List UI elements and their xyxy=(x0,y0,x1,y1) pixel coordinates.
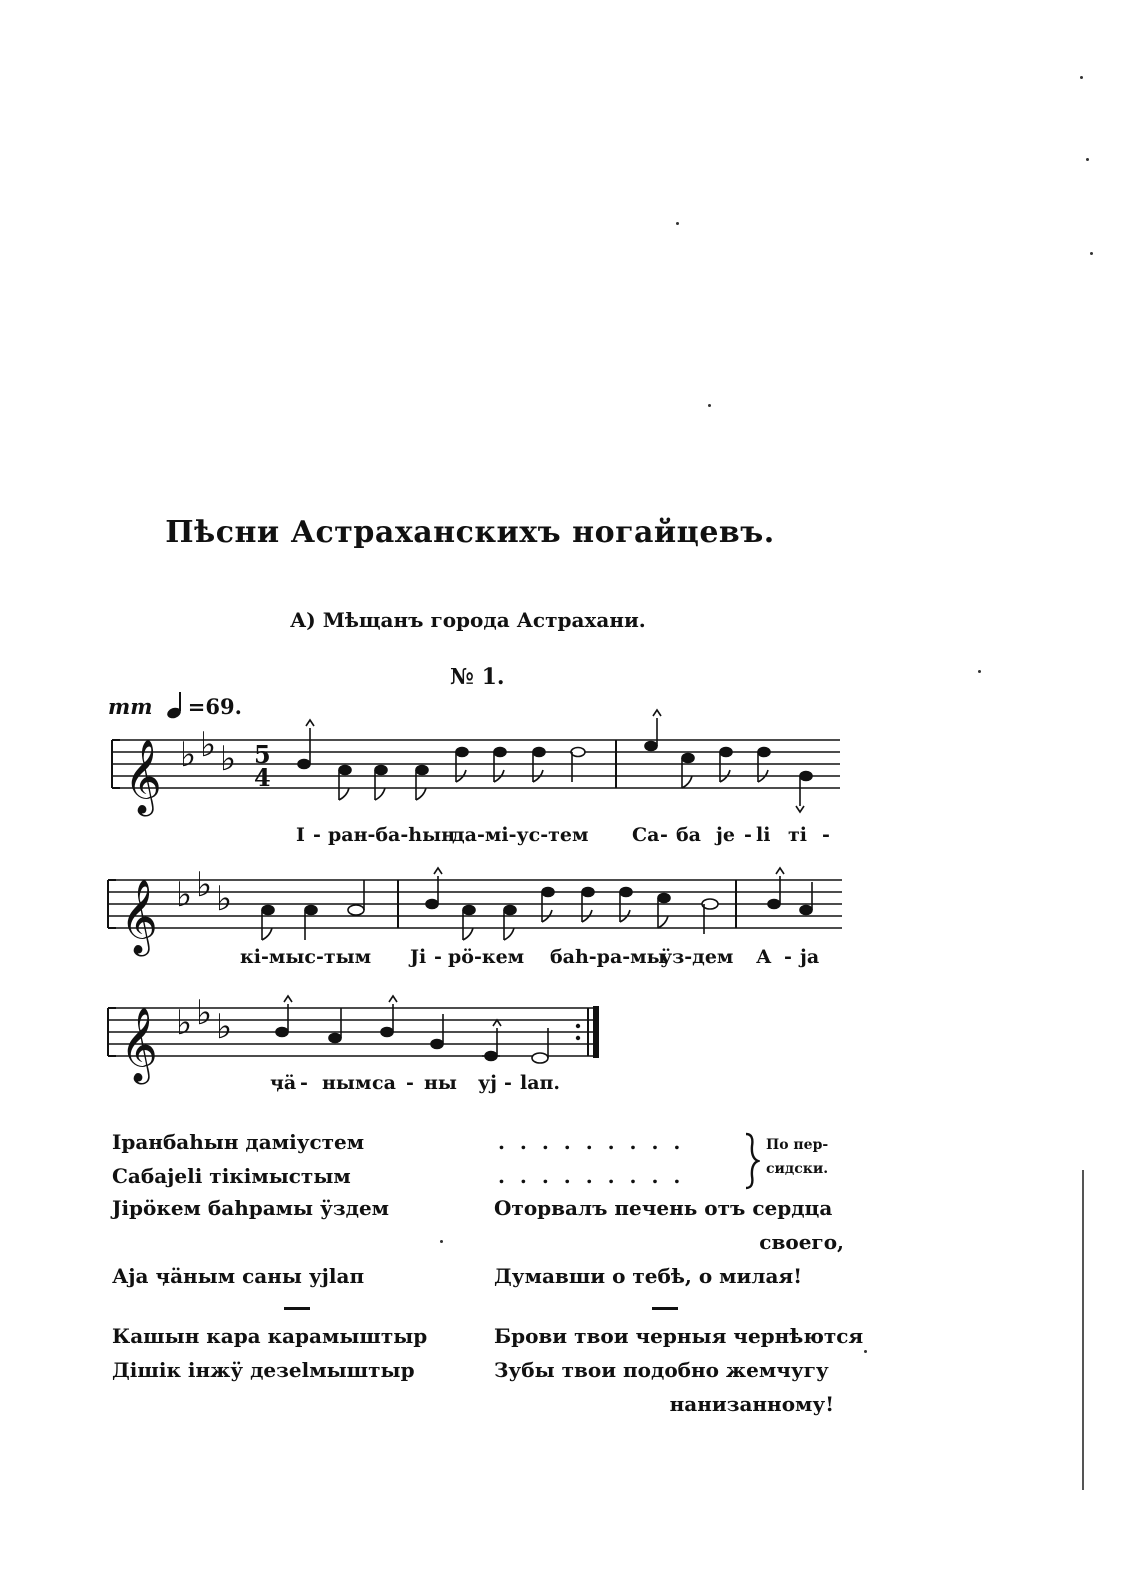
scan-speck xyxy=(440,1240,443,1243)
scan-speck xyxy=(1080,76,1083,79)
verse-left-line: Іранбаһын даміустем xyxy=(112,1130,365,1154)
verse-omitted-dots: . . . . . . . . . xyxy=(498,1130,685,1154)
svg-text:♭: ♭ xyxy=(176,875,193,915)
svg-text:♭: ♭ xyxy=(200,725,217,765)
svg-text:♭: ♭ xyxy=(196,993,213,1033)
verse-right-line: Думавши о тебѣ, о милая! xyxy=(494,1264,802,1288)
svg-text:♭: ♭ xyxy=(220,739,237,779)
verse-left-line: Сабаjelі тікімыстым xyxy=(112,1164,351,1188)
notes-staff-3 xyxy=(276,996,548,1063)
scan-edge-line xyxy=(1082,1170,1084,1490)
tempo-value: =69. xyxy=(187,694,242,719)
verse-right-line: Брови твои черныя чернѣются xyxy=(494,1324,864,1348)
verse-right-line: Зубы твои подобно жемчугу xyxy=(494,1358,829,1382)
time-signature xyxy=(254,740,271,792)
verse-right-line: нанизанному! xyxy=(669,1392,834,1416)
scan-speck xyxy=(864,1350,867,1353)
svg-text:♭: ♭ xyxy=(216,879,233,919)
verse-right-line: своего, xyxy=(759,1230,844,1254)
svg-text:♭: ♭ xyxy=(216,1007,233,1047)
verse-left-line: Jірӧкем баһрамы ӱздем xyxy=(112,1196,390,1220)
svg-text:♭: ♭ xyxy=(180,735,197,775)
scan-speck xyxy=(676,222,679,225)
tempo-marking xyxy=(108,690,242,720)
music-staff-2 xyxy=(0,860,860,960)
quarter-note-icon xyxy=(166,690,188,720)
svg-text:♭: ♭ xyxy=(196,865,213,905)
language-note: По пер- сидски. xyxy=(766,1137,829,1177)
section-subtitle: А) Мѣщанъ города Астрахани. xyxy=(290,608,646,632)
brace-icon xyxy=(744,1132,760,1190)
verse-right-line: Оторвалъ печень отъ сердца xyxy=(494,1196,833,1220)
key-signature-flats xyxy=(180,725,236,779)
music-staff-1 xyxy=(0,720,860,820)
scan-speck xyxy=(708,404,711,407)
scan-speck xyxy=(1086,158,1089,161)
key-signature-flats xyxy=(176,865,232,919)
song-number: № 1. xyxy=(450,664,505,690)
svg-text:5: 5 xyxy=(254,740,271,769)
scan-speck xyxy=(978,670,981,673)
scan-speck xyxy=(1090,252,1093,255)
svg-text:4: 4 xyxy=(254,763,271,792)
treble-clef-icon: 𝄞 xyxy=(120,880,158,954)
verse-separator xyxy=(652,1307,678,1310)
verse-separator xyxy=(284,1307,310,1310)
notes-staff-1 xyxy=(298,710,812,812)
key-signature-flats xyxy=(176,993,232,1047)
page-title: Пѣсни Астраханскихъ ногайцевъ. xyxy=(165,515,775,550)
treble-clef-icon: 𝄞 xyxy=(120,1008,158,1082)
verse-left-line: Дішік інжӱ дезеlмыштыр xyxy=(112,1358,415,1382)
svg-text:♭: ♭ xyxy=(176,1003,193,1043)
tempo-mm: mm xyxy=(108,694,153,719)
verse-left-line: Аjа ӌӓным саны уjlап xyxy=(112,1264,365,1288)
treble-clef-icon: 𝄞 xyxy=(124,740,162,814)
verse-left-line: Кашын кара карамыштыр xyxy=(112,1324,428,1348)
verse-omitted-dots: . . . . . . . . . xyxy=(498,1164,685,1188)
